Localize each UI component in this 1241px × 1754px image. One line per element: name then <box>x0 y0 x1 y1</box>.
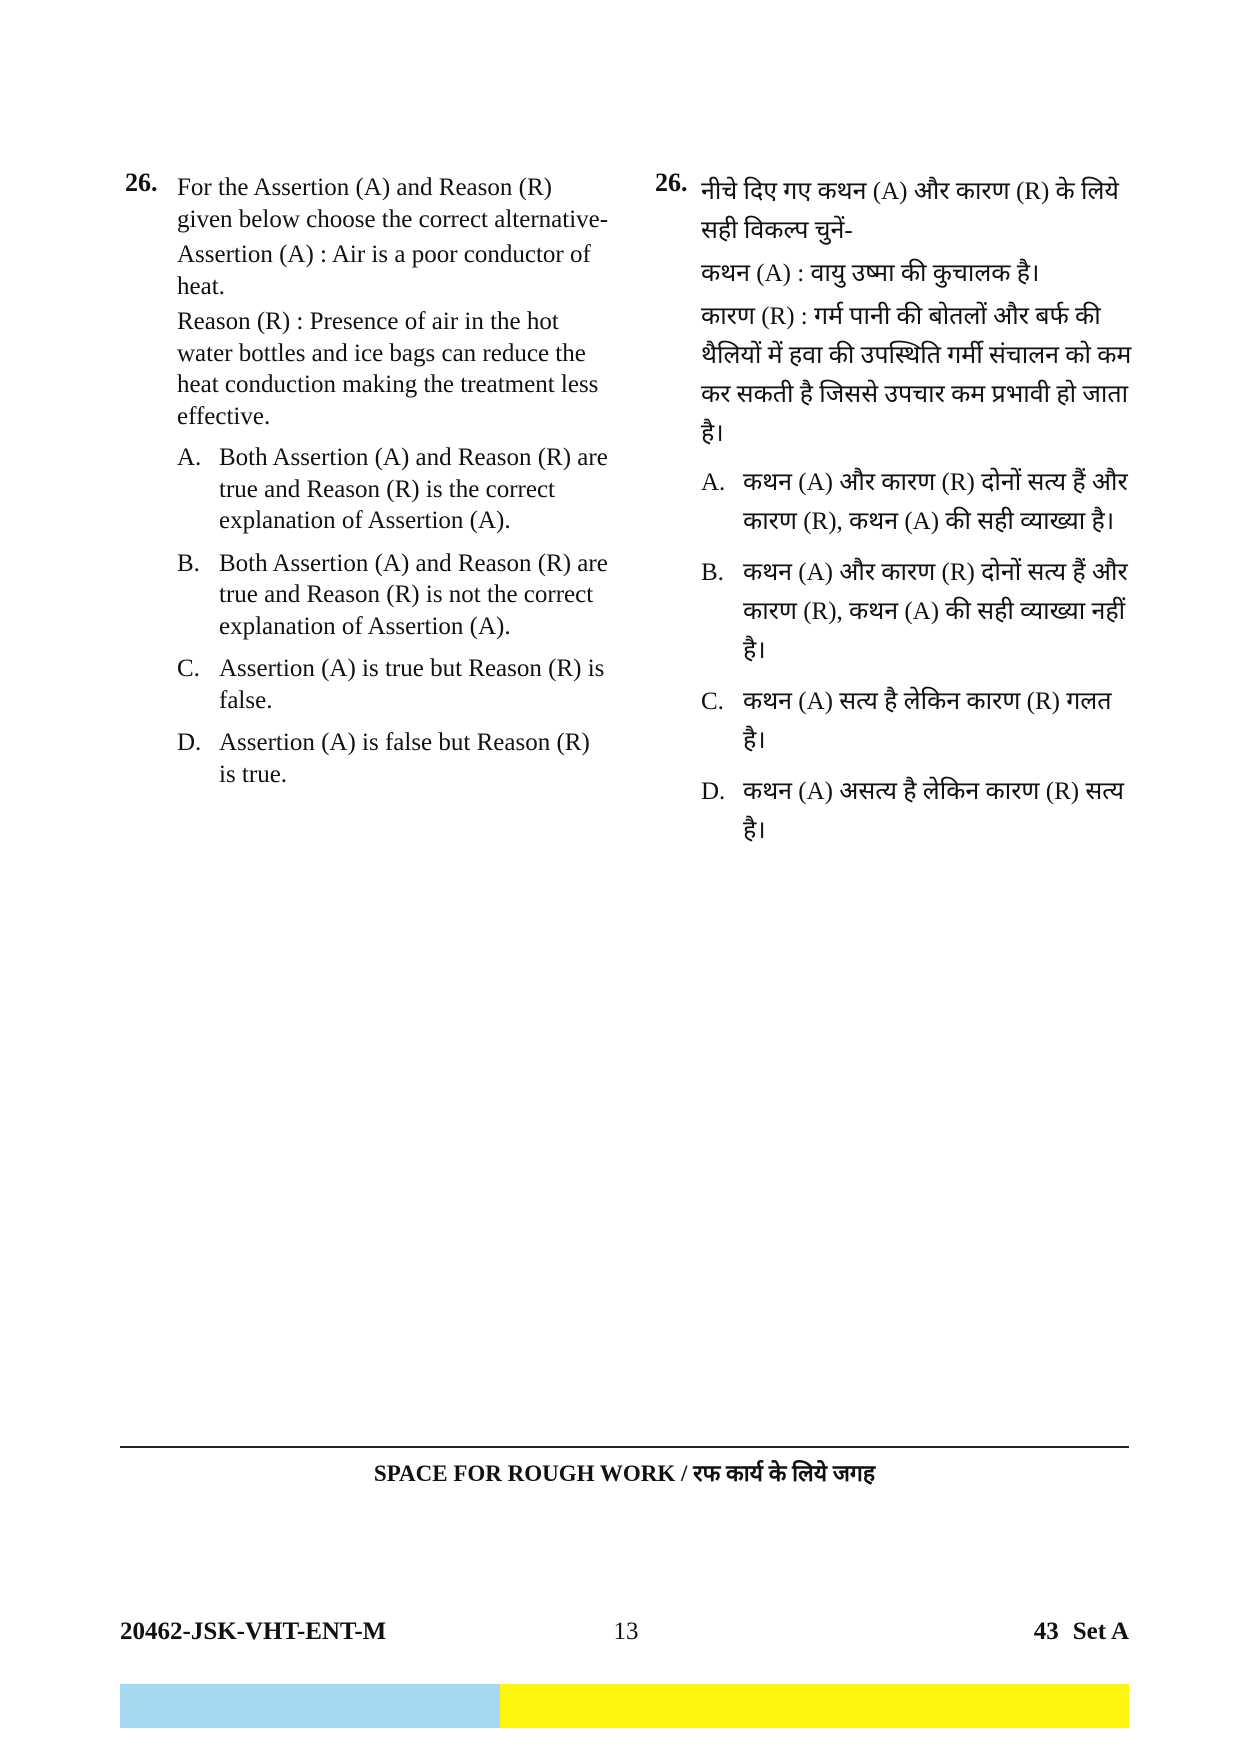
option-text: कथन (A) असत्य है लेकिन कारण (R) सत्य है। <box>743 778 1124 844</box>
option-c <box>177 653 610 716</box>
option-letter: B. <box>701 559 724 586</box>
option-text: कथन (A) सत्य है लेकिन कारण (R) गलत है। <box>743 688 1112 754</box>
option-text: Assertion (A) is true but Reason (R) is false. <box>219 655 605 714</box>
question-number: 26. <box>655 168 688 197</box>
page-number: 13 <box>613 1618 639 1645</box>
options-list <box>701 463 1140 850</box>
option-letter: A. <box>177 444 202 471</box>
question-hindi <box>655 168 1140 862</box>
reason-text: कारण (R) : गर्म पानी की बोतलों और बर्फ की थैलियों में हवा की उपस्थिति गर्मी संचालन को कम कर सकती है जिससे उपचार कम प्रभावी हो जाता है। <box>701 303 1132 447</box>
question-body <box>177 172 610 790</box>
assertion-text: कथन (A) : वायु उष्मा की कुचालक है। <box>701 260 1040 287</box>
color-bar-yellow <box>500 1684 1129 1728</box>
question-number: 26. <box>125 168 158 197</box>
set-label: Set A <box>1072 1618 1129 1645</box>
reason-text: Reason (R) : Presence of air in the hot water bottles and ice bags can reduce the heat conduction making the treatment less effective. <box>177 308 599 430</box>
option-b <box>177 548 610 643</box>
question-stem: For the Assertion (A) and Reason (R) given below choose the correct alternative- <box>177 174 609 233</box>
option-a <box>177 442 610 537</box>
option-c <box>701 682 1140 760</box>
question-english <box>125 168 610 801</box>
option-a <box>701 463 1140 541</box>
divider <box>120 1446 1129 1448</box>
option-letter: B. <box>177 549 200 577</box>
option-text: कथन (A) और कारण (R) दोनों सत्य हैं और कारण (R), कथन (A) की सही व्याख्या है। <box>743 469 1128 535</box>
option-letter: C. <box>177 655 200 682</box>
option-letter: A. <box>701 469 726 496</box>
paper-code: 20462-JSK-VHT-ENT-M <box>120 1618 387 1645</box>
assertion-text: Assertion (A) : Air is a poor conductor of heat. <box>177 241 591 300</box>
option-b <box>701 553 1140 670</box>
series-set <box>1034 1618 1129 1646</box>
rough-work-label: SPACE FOR ROUGH WORK / रफ कार्य के लिये जगह <box>373 1461 876 1486</box>
option-text: कथन (A) और कारण (R) दोनों सत्य हैं और कारण (R), कथन (A) की सही व्याख्या नहीं है। <box>743 559 1128 664</box>
option-d <box>177 727 610 790</box>
option-text: Assertion (A) is false but Reason (R) is true. <box>219 729 590 788</box>
option-text: Both Assertion (A) and Reason (R) are true and Reason (R) is not the correct explanation of Assertion (A). <box>219 549 608 640</box>
color-bar-blue <box>120 1684 500 1728</box>
option-letter: D. <box>177 729 202 756</box>
question-body <box>701 172 1140 850</box>
option-letter: C. <box>701 688 724 715</box>
question-stem: नीचे दिए गए कथन (A) और कारण (R) के लिये सही विकल्प चुनें- <box>701 178 1119 244</box>
option-letter: D. <box>701 778 726 805</box>
option-text: Both Assertion (A) and Reason (R) are true and Reason (R) is the correct explanation of Assertion (A). <box>219 444 608 534</box>
options-list <box>177 442 610 790</box>
series-number: 43 <box>1033 1618 1059 1645</box>
option-d <box>701 772 1140 850</box>
